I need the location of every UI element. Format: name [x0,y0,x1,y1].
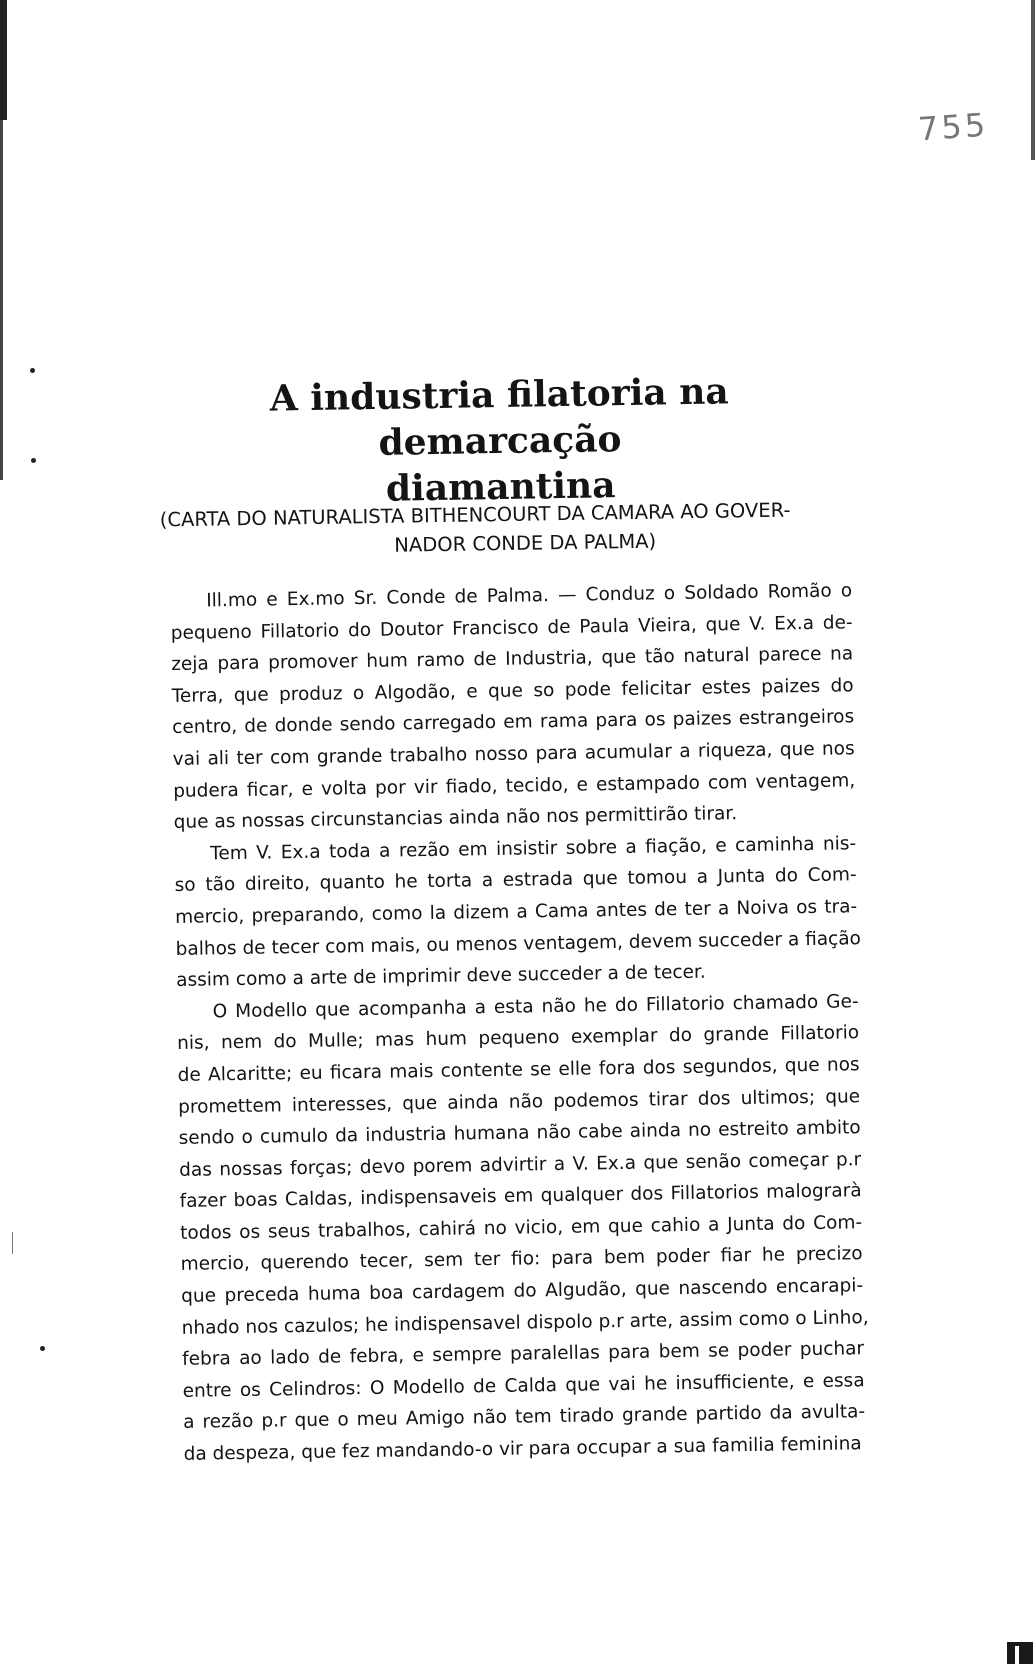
paragraph [170,575,856,838]
paragraph-line: so tão direito, quanto he torta a estrada que tomou a Junta do Com- [174,864,857,897]
paragraph [176,986,869,1471]
margin-dot [31,458,36,463]
paragraph-line: zeja para promover hum ramo de Industria, que tão natural parece na [171,643,854,676]
paragraph-line: Tem V. Ex.a toda a rezão em insistir sobre a fiação, e caminha nis- [210,833,857,865]
paragraph-line: centro, de donde sendo carregado em rama para os paizes estrangeiros [172,706,855,739]
scan-edge-mark [1031,0,1035,160]
scan-edge-mark [0,0,7,120]
paragraph-line: mercio, preparando, como la dizem a Cama antes de ter a Noiva os tra- [175,896,858,928]
paragraph-line: nis, nem do Mulle; mas hum pequeno exemplar do grande Fillatorio [177,1022,860,1055]
paragraph-line: assim como a arte de imprimir deve succeder a de tecer. [176,961,706,992]
paragraph-line: a rezão p.r que o meu Amigo não tem tirado grande partido da avulta- [182,1401,866,1434]
paragraph-line: O Modello que acompanha a esta não he do Fillatorio chamado Ge- [212,990,859,1023]
article-title [149,367,851,516]
title-line-2: diamantina [385,464,616,510]
paragraph [174,828,862,997]
paragraph-line: fazer boas Caldas, indispensaveis em qualquer dos Fillatorios malograrà [179,1180,862,1213]
paragraph-line: que as nossas circunstancias ainda não nos permittirão tirar. [173,803,738,834]
paragraph-line: Terra, que produz o Algodão, e que so pode felicitar estes paizes do [171,675,854,707]
paragraph-line: nhado nos cazulos; he indispensavel dispolo p.r arte, assim como o Linho, [181,1306,869,1339]
paragraph-line: febra ao lado de febra, e sempre paralellas para bem se poder puchar [181,1338,865,1371]
paragraph-line: que preceda huma boa cardagem do Algudão, que nascendo encarapi- [180,1275,864,1307]
scan-corner-mark [1007,1642,1033,1664]
paragraph-line: pudera ficar, e volta por vir fiado, tecido, e estampado com ventagem, [173,769,856,802]
paragraph-line: mercio, querendo tecer, sem ter fio: para bem poder fiar he precizo [180,1243,863,1276]
article-subtitle [160,495,851,564]
margin-dot [30,368,35,373]
paragraph-line: pequeno Fillatorio do Doutor Francisco de Paula Vieira, que V. Ex.a de- [170,611,853,644]
paragraph-line: balhos de tecer com mais, ou menos ventagem, devem succeder a fiação [175,927,862,960]
paragraph-line: todos os seus trabalhos, cahirá no vicio, em que cahio a Junta do Com- [180,1212,863,1244]
paragraph-line: sendo o cumulo da industria humana não cabe ainda no estreito ambito [178,1117,861,1150]
margin-dot [40,1346,45,1351]
paragraph-line: vai ali ter com grande trabalho nosso para acumular a riqueza, que nos [172,738,855,770]
paragraph-line: de Alcaritte; eu ficara mais contente se elle fora dos segundos, que nos [177,1054,860,1086]
paragraph-line: Ill.mo e Ex.mo Sr. Conde de Palma. — Conduz o Soldado Romão o [206,580,853,612]
page-number: 755 [916,105,990,149]
paragraph-line: promettem interesses, que ainda não podemos tirar dos ultimos; que [178,1085,861,1118]
letter-body [170,575,869,1470]
subtitle-line-2: NADOR CONDE DA PALMA) [394,529,657,557]
paragraph-line: entre os Celindros: O Modello de Calda que vai he insufficiente, e essa [182,1370,865,1402]
scan-edge-mark [0,120,3,480]
margin-tick [12,1232,13,1254]
paragraph-line: da despeza, que fez mandando-o vir para occupar a sua familia feminina [183,1433,862,1465]
paragraph-line: das nossas forças; devo porem advirtir a V. Ex.a que senão começar p.r [179,1148,862,1181]
title-line-1: A industria filatoria na demarcação [269,370,730,464]
subtitle-line-1: (CARTA DO NATURALISTA BITHENCOURT DA CAMARA AO GOVER- [159,498,791,532]
